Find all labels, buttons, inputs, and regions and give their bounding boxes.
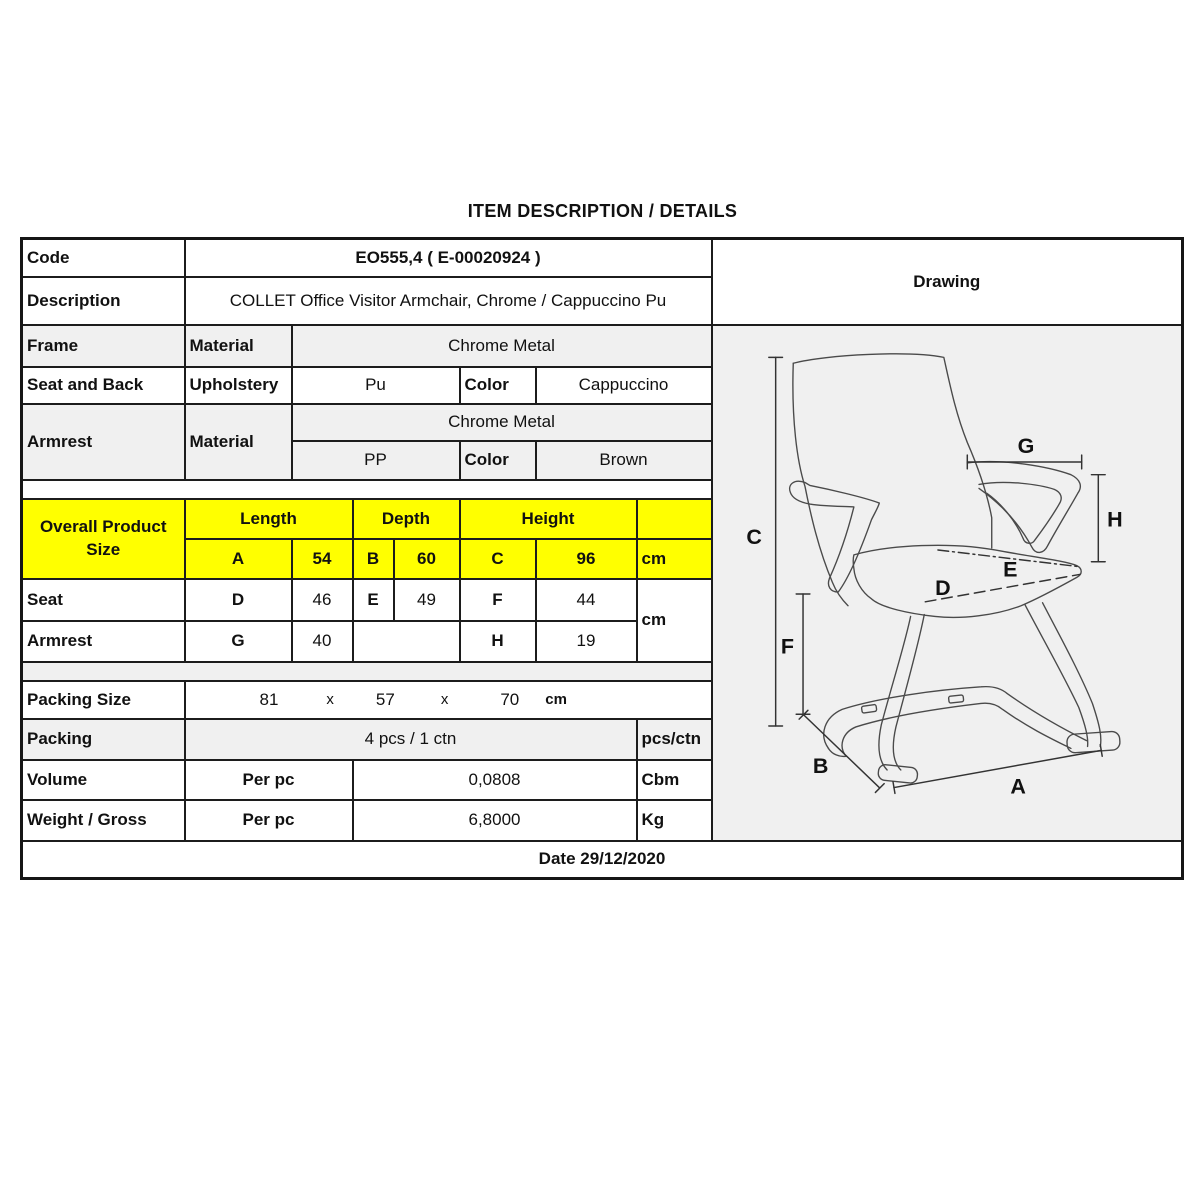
- seat-e-val: 49: [394, 579, 460, 621]
- spacer-cell: [22, 662, 712, 681]
- weight-value: 6,8000: [353, 800, 637, 841]
- right-leg-inner: [1042, 603, 1100, 747]
- seat-d-val: 46: [292, 579, 353, 621]
- packing-size-d3: 70: [500, 689, 520, 709]
- overall-c-val: 96: [536, 539, 637, 579]
- dim-label-E: E: [1002, 557, 1017, 582]
- dim-line-H: [1091, 475, 1105, 562]
- armrest-material-1: Chrome Metal: [292, 404, 712, 441]
- chair-outline: [789, 354, 1120, 784]
- code-value: EO555,4 ( E-00020924 ): [185, 239, 712, 277]
- packing-size-x1: x: [326, 691, 334, 708]
- dim-line-F: [796, 594, 810, 714]
- frame-material-value: Chrome Metal: [292, 325, 712, 367]
- weight-unit: Kg: [637, 800, 712, 841]
- seat-f-val: 44: [536, 579, 637, 621]
- overall-size-line1: Overall Product: [39, 517, 167, 537]
- armrest-color-label: Color: [460, 441, 536, 480]
- seat-back-color-value: Cappuccino: [536, 367, 712, 404]
- spec-table: [20, 237, 1184, 880]
- armrest-blank-cell: [353, 621, 460, 662]
- dim-label-C: C: [745, 525, 762, 550]
- spacer-cell: [22, 480, 712, 499]
- right-foot-glide: [1066, 731, 1120, 753]
- dim-label-A: A: [1009, 774, 1026, 799]
- base-clip-right: [948, 695, 963, 703]
- drawing-header: Drawing: [712, 239, 1183, 325]
- overall-unit: cm: [637, 539, 712, 579]
- armrest-material-2: PP: [292, 441, 460, 480]
- left-armrest: [789, 482, 879, 593]
- row-frame: [22, 325, 1183, 367]
- armrest-g-val: 40: [292, 621, 353, 662]
- armrest-size-label: Armrest: [22, 621, 185, 662]
- seat-size-label: Seat: [22, 579, 185, 621]
- armrest-color-value: Brown: [536, 441, 712, 480]
- volume-per: Per pc: [185, 760, 353, 800]
- packing-value: 4 pcs / 1 ctn: [185, 719, 637, 760]
- packing-size-value: [185, 681, 712, 719]
- armrest-label: Armrest: [22, 404, 185, 480]
- packing-size-unit: cm: [545, 691, 567, 708]
- overall-b-val: 60: [394, 539, 460, 579]
- dim-label-D: D: [934, 576, 951, 601]
- drawing-panel: [712, 325, 1183, 841]
- seat-e-key: E: [353, 579, 394, 621]
- armrest-attr: Material: [185, 404, 292, 480]
- row-date: [22, 841, 1183, 879]
- seat-armrest-unit: cm: [637, 579, 712, 662]
- page-title: ITEM DESCRIPTION / DETAILS: [467, 201, 738, 221]
- overall-size-line2: Size: [86, 539, 121, 559]
- seat-d-key: D: [185, 579, 292, 621]
- dim-label-F: F: [780, 634, 794, 659]
- front-leg-outer: [878, 617, 910, 770]
- volume-unit: Cbm: [637, 760, 712, 800]
- overall-size-label: [22, 499, 185, 579]
- code-label: Code: [22, 239, 185, 277]
- packing-size-label: Packing Size: [22, 681, 185, 719]
- front-leg-inner: [893, 615, 924, 770]
- seat-back-color-label: Color: [460, 367, 536, 404]
- weight-per: Per pc: [185, 800, 353, 841]
- header-height: Height: [460, 499, 637, 539]
- row-code: [22, 239, 1183, 277]
- volume-value: 0,0808: [353, 760, 637, 800]
- overall-b-key: B: [353, 539, 394, 579]
- dim-label-B: B: [812, 754, 828, 779]
- armrest-h-val: 19: [536, 621, 637, 662]
- description-label: Description: [22, 277, 185, 325]
- packing-size-d1: 81: [259, 689, 279, 709]
- overall-a-key: A: [185, 539, 292, 579]
- packing-size-x2: x: [440, 691, 449, 708]
- packing-size-parts: [190, 690, 707, 710]
- packing-unit: pcs/ctn: [637, 719, 712, 760]
- seat-f-key: F: [460, 579, 536, 621]
- seat-back-label: Seat and Back: [22, 367, 185, 404]
- chair-line-drawing: [717, 330, 1178, 834]
- seat-back-material: Pu: [292, 367, 460, 404]
- description-value: COLLET Office Visitor Armchair, Chrome / Cappuccino Pu: [185, 277, 712, 325]
- volume-label: Volume: [22, 760, 185, 800]
- frame-label: Frame: [22, 325, 185, 367]
- packing-label: Packing: [22, 719, 185, 760]
- backrest-left-edge: [792, 363, 847, 605]
- header-depth: Depth: [353, 499, 460, 539]
- overall-c-key: C: [460, 539, 536, 579]
- backrest-right-edge: [793, 354, 991, 548]
- seat: [853, 546, 1081, 618]
- dim-label-G: G: [1017, 434, 1034, 459]
- base-clip-left: [861, 705, 876, 714]
- armrest-g-key: G: [185, 621, 292, 662]
- header-unit-blank: [637, 499, 712, 539]
- armrest-h-key: H: [460, 621, 536, 662]
- weight-label: Weight / Gross: [22, 800, 185, 841]
- overall-a-val: 54: [292, 539, 353, 579]
- seat-back-attr: Upholstery: [185, 367, 292, 404]
- dim-label-H: H: [1106, 507, 1123, 532]
- date-value: Date 29/12/2020: [22, 841, 1183, 879]
- frame-attr: Material: [185, 325, 292, 367]
- header-length: Length: [185, 499, 353, 539]
- packing-size-d2: 57: [375, 689, 395, 709]
- dim-line-C: [768, 358, 782, 727]
